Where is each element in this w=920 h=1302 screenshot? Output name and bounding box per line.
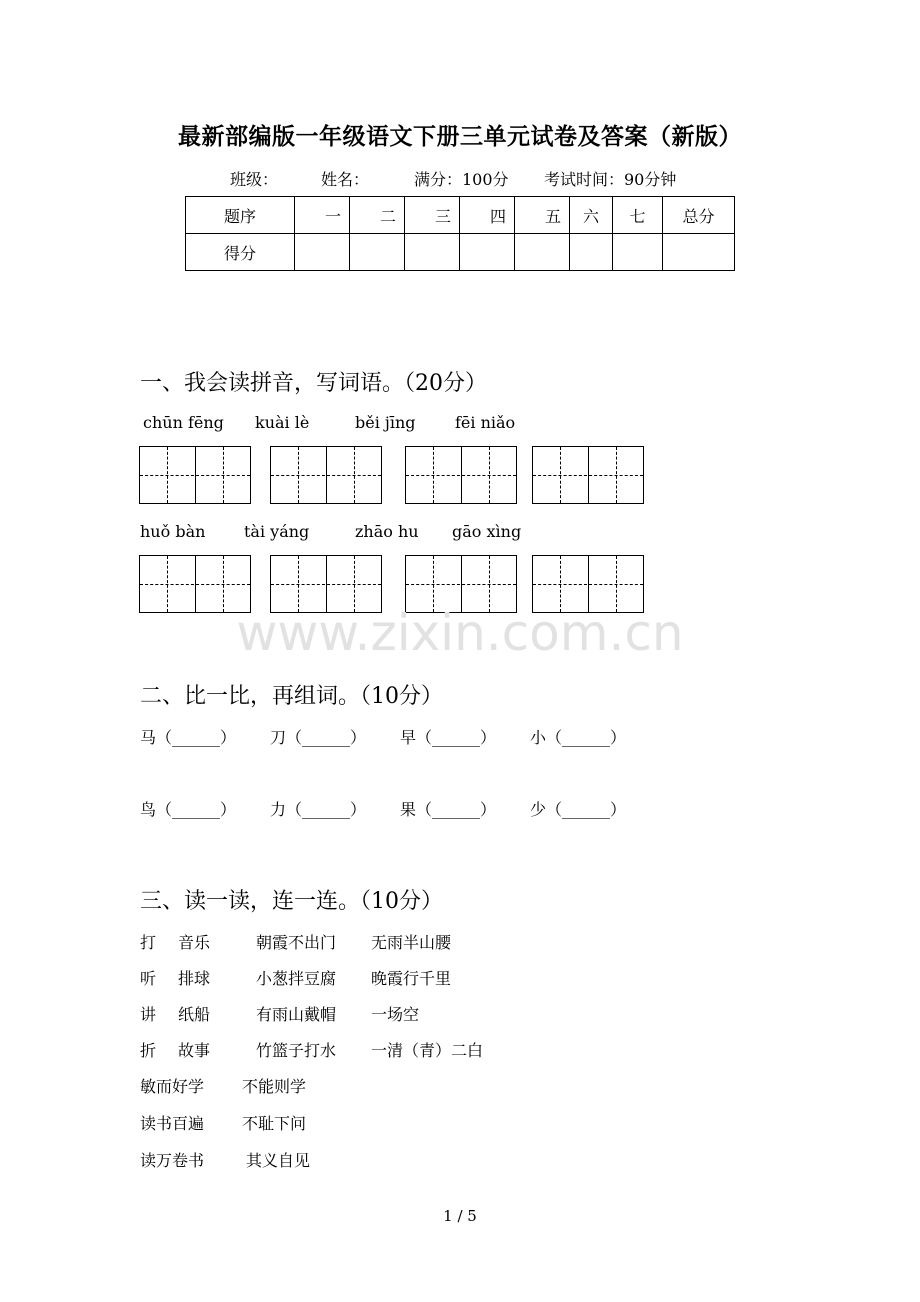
page-number: 1 / 5 xyxy=(443,1207,477,1225)
score-cell[interactable] xyxy=(295,234,350,271)
name-label: 姓名： xyxy=(321,170,370,189)
header-cell: 四 xyxy=(460,197,515,234)
pinyin: tài yáng xyxy=(244,522,310,541)
score-cell[interactable] xyxy=(515,234,570,271)
match-noun: 纸船 xyxy=(178,1005,211,1024)
pinyin: kuài lè xyxy=(255,413,310,432)
match-noun: 音乐 xyxy=(178,933,211,952)
match-verb: 听 xyxy=(140,969,157,988)
header-cell: 六 xyxy=(570,197,613,234)
section3-heading: 三、读一读，连一连。（10分） xyxy=(140,889,443,914)
row-label: 得分 xyxy=(186,234,295,271)
score-cell[interactable] xyxy=(460,234,515,271)
pinyin: zhāo hu xyxy=(355,522,419,541)
writing-grid[interactable] xyxy=(532,446,644,504)
score-table-header xyxy=(186,197,735,234)
match-saying: 朝霞不出门 xyxy=(256,933,337,952)
score-cell[interactable] xyxy=(613,234,663,271)
class-label: 班级： xyxy=(230,170,279,189)
pinyin: fēi niǎo xyxy=(455,413,516,432)
header-cell: 题序 xyxy=(186,197,295,234)
header-cell: 七 xyxy=(613,197,663,234)
match-proverb-start: 读万卷书 xyxy=(140,1151,205,1170)
section1-heading: 一、我会读拼音，写词语。（20分） xyxy=(140,371,487,396)
exam-time: 考试时间：90分钟 xyxy=(544,170,677,189)
match-saying-end: 一场空 xyxy=(371,1005,420,1024)
score-table-row xyxy=(186,234,735,271)
pinyin: chūn fēng xyxy=(143,413,224,432)
score-cell[interactable] xyxy=(663,234,735,271)
match-proverb-start: 读书百遍 xyxy=(140,1114,205,1133)
match-proverb-end: 不耻下问 xyxy=(242,1114,307,1133)
match-proverb-start: 敏而好学 xyxy=(140,1077,205,1096)
score-cell[interactable] xyxy=(570,234,613,271)
match-proverb-end: 其义自见 xyxy=(246,1151,311,1170)
page-title: 最新部编版一年级语文下册三单元试卷及答案（新版） xyxy=(178,123,742,150)
match-saying: 小葱拌豆腐 xyxy=(256,969,337,988)
header-cell: 五 xyxy=(515,197,570,234)
match-verb: 折 xyxy=(140,1041,157,1060)
match-noun: 故事 xyxy=(178,1041,211,1060)
match-saying-end: 晚霞行千里 xyxy=(371,969,452,988)
match-saying: 有雨山戴帽 xyxy=(256,1005,337,1024)
pinyin: běi jīng xyxy=(355,413,416,432)
score-cell[interactable] xyxy=(350,234,405,271)
section2-heading: 二、比一比，再组词。（10分） xyxy=(140,684,443,709)
writing-grid[interactable] xyxy=(405,446,517,504)
score-table xyxy=(185,196,735,271)
fill-blank-item[interactable]: 马（______） xyxy=(140,728,237,747)
header-cell: 三 xyxy=(405,197,460,234)
fill-blank-item[interactable]: 少（______） xyxy=(530,800,627,819)
match-verb: 打 xyxy=(140,933,157,952)
writing-grid[interactable] xyxy=(139,446,251,504)
pinyin: gāo xìng xyxy=(452,522,522,541)
fill-blank-item[interactable]: 力（______） xyxy=(270,800,367,819)
match-verb: 讲 xyxy=(140,1005,157,1024)
match-saying-end: 无雨半山腰 xyxy=(371,933,452,952)
header-cell: 总分 xyxy=(663,197,735,234)
fill-blank-item[interactable]: 鸟（______） xyxy=(140,800,237,819)
match-saying-end: 一清（青）二白 xyxy=(371,1041,484,1060)
full-score: 满分：100分 xyxy=(414,170,509,189)
header-cell: 一 xyxy=(295,197,350,234)
fill-blank-item[interactable]: 果（______） xyxy=(400,800,497,819)
fill-blank-item[interactable]: 早（______） xyxy=(400,728,497,747)
match-noun: 排球 xyxy=(178,969,211,988)
writing-grid[interactable] xyxy=(270,446,382,504)
fill-blank-item[interactable]: 小（______） xyxy=(530,728,627,747)
fill-blank-item[interactable]: 刀（______） xyxy=(270,728,367,747)
header-cell: 二 xyxy=(350,197,405,234)
pinyin: huǒ bàn xyxy=(140,522,206,541)
score-cell[interactable] xyxy=(405,234,460,271)
watermark: www.zixin.com.cn xyxy=(236,604,684,662)
match-saying: 竹篮子打水 xyxy=(256,1041,337,1060)
match-proverb-end: 不能则学 xyxy=(242,1077,307,1096)
